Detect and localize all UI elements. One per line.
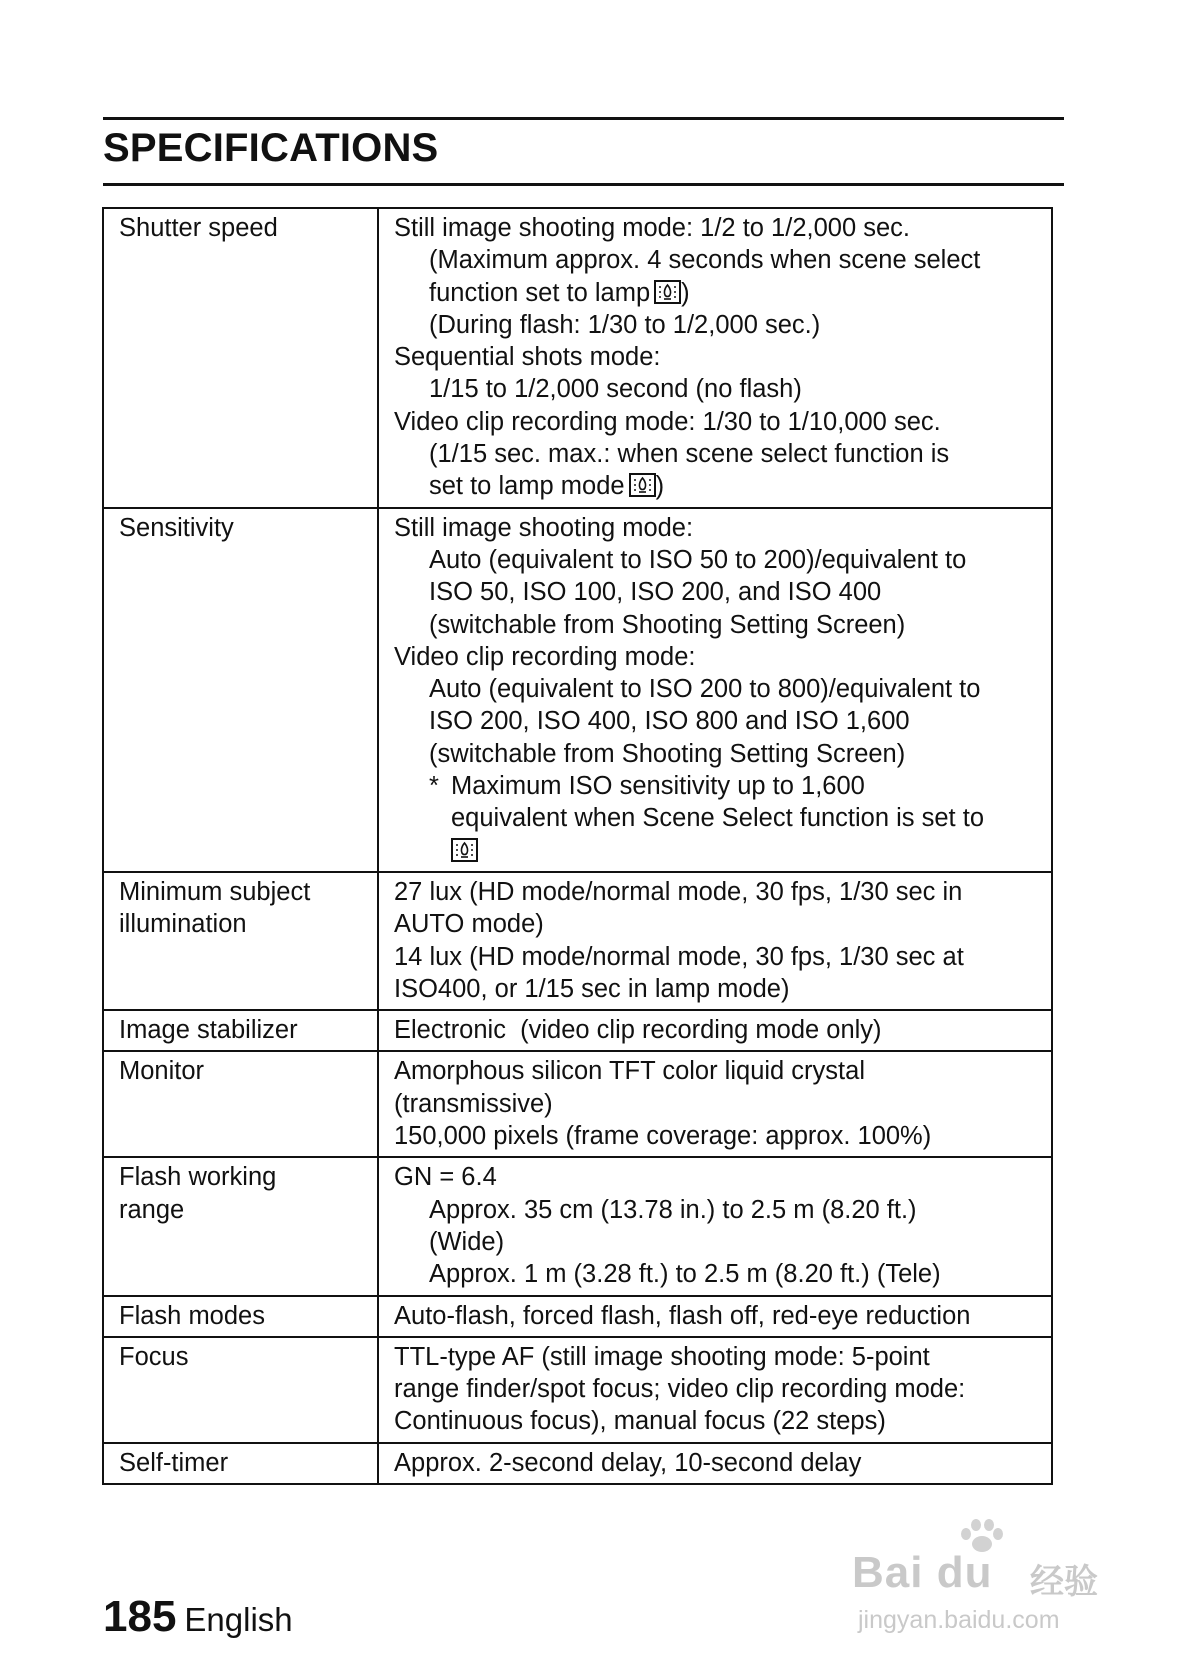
spec-label: Minimum subject illumination [103,872,378,1010]
table-row [103,1337,1052,1443]
spec-label: Image stabilizer [103,1010,378,1051]
spec-label: Monitor [103,1051,378,1157]
watermark-chinese: 经验 [1030,1563,1098,1601]
spec-label: Focus [103,1337,378,1443]
lamp-mode-icon [654,280,681,304]
table-row [103,1296,1052,1337]
spec-value: Approx. 2-second delay, 10-second delay [378,1443,1052,1484]
watermark-logo: Bai du [852,1548,993,1597]
spec-label: Shutter speed [103,208,378,508]
table-row [103,872,1052,1010]
table-row [103,208,1052,508]
table-row [103,1157,1052,1295]
page-footer [103,1592,293,1642]
spec-value: TTL-type AF (still image shooting mode: 5-point range finder/spot focus; video clip recording mode: Continuous focus), manual focus (22 steps) [378,1337,1052,1443]
lamp-mode-icon [451,838,478,862]
spec-label: Flash working range [103,1157,378,1295]
table-row [103,1051,1052,1157]
table-row [103,1443,1052,1484]
spec-value: Still image shooting mode: 1/2 to 1/2,000 sec. (Maximum approx. 4 seconds when scene select function set to lamp ) (During flash: 1/30 to 1/2,000 sec.) Sequential shots mode: 1/15 to 1/2,000 second (no flash) Video clip recording mode: 1/30 to 1/10,000 sec. (1/15 sec. max.: when scene select function is set to lamp mode ) [378,208,1052,508]
spec-value: 27 lux (HD mode/normal mode, 30 fps, 1/30 sec in AUTO mode) 14 lux (HD mode/normal mode, 30 fps, 1/30 sec at ISO400, or 1/15 sec in lamp mode) [378,872,1052,1010]
page-number: 185 [103,1592,177,1641]
spec-label: Sensitivity [103,508,378,872]
spec-value: Still image shooting mode: Auto (equivalent to ISO 50 to 200)/equivalent to ISO 50, ISO 100, ISO 200, and ISO 400 (switchable from Shooting Setting Screen) Video clip recording mode: Auto (equivalent to ISO 200 to 800)/equivalent to ISO 200, ISO 400, ISO 800 and ISO 1,600 (switchable from Shooting Setting Screen) * Maximum ISO sensitivity up to 1,600 equivalent when Scene Select function is set to [378,508,1052,872]
top-rule [103,117,1064,120]
spec-value: Auto-flash, forced flash, flash off, red-eye reduction [378,1296,1052,1337]
language-label: English [184,1601,293,1638]
spec-table [102,207,1053,1485]
spec-value: Electronic (video clip recording mode only) [378,1010,1052,1051]
spec-label: Self-timer [103,1443,378,1484]
title-underline [103,183,1064,186]
spec-value: GN = 6.4 Approx. 35 cm (13.78 in.) to 2.5 m (8.20 ft.) (Wide) Approx. 1 m (3.28 ft.) to 2.5 m (8.20 ft.) (Tele) [378,1157,1052,1295]
spec-label: Flash modes [103,1296,378,1337]
page-title: SPECIFICATIONS [103,126,439,170]
watermark-url: jingyan.baidu.com [858,1606,1060,1634]
lamp-mode-icon [629,473,656,497]
table-row [103,1010,1052,1051]
table-row [103,508,1052,872]
spec-value: Amorphous silicon TFT color liquid crystal (transmissive) 150,000 pixels (frame coverage: approx. 100%) [378,1051,1052,1157]
baidu-watermark [852,1518,1132,1638]
